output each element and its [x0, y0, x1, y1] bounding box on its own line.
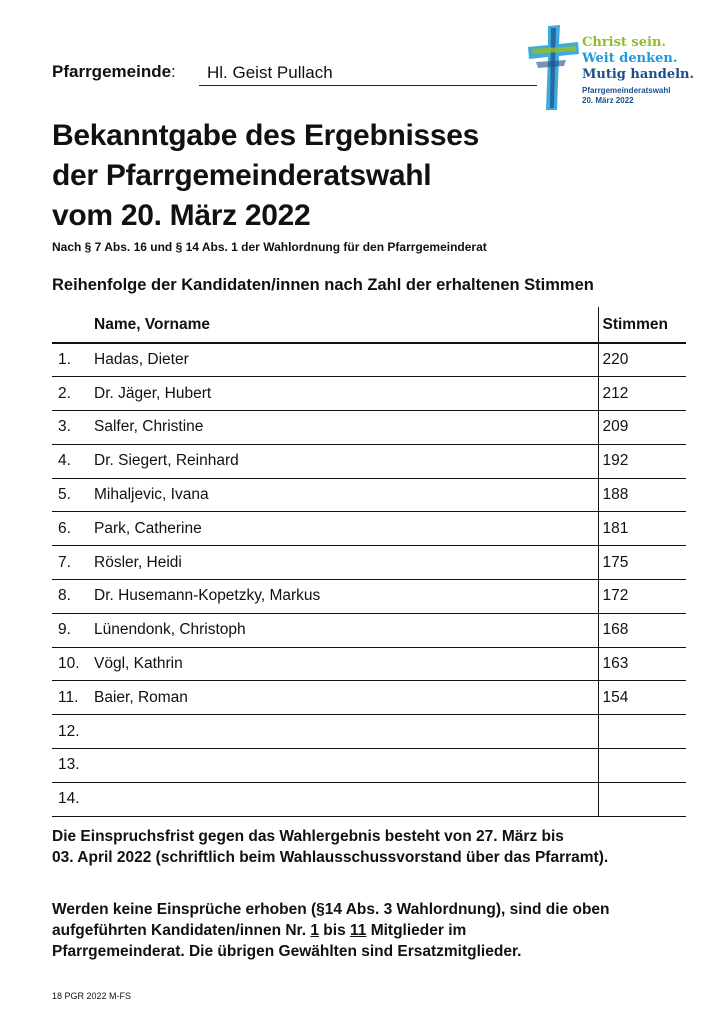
vote-count: 220 — [598, 343, 686, 377]
membership-notice: Werden keine Einsprüche erhoben (§14 Abs. 3 Wahlordnung), sind die oben aufgeführten Kandidaten/innen Nr. 1 bis 11 Mitglieder im Pfarrgemeinderat. Die übrigen Gewählten sind Ersatzmitglieder. — [52, 901, 610, 960]
parish-label: Pfarrgemeinde: — [52, 62, 176, 81]
legal-note: Nach § 7 Abs. 16 und § 14 Abs. 1 der Wahlordnung für den Pfarrgemeinderat — [52, 240, 487, 254]
logo-slogan: Christ sein. Weit denken. Mutig handeln. — [582, 35, 695, 82]
table-row — [52, 512, 686, 546]
vote-count: 154 — [598, 681, 686, 715]
vote-count: 181 — [598, 512, 686, 546]
election-logo — [526, 22, 696, 114]
footer-code: 18 PGR 2022 M-FS — [52, 991, 132, 1001]
row-number: 12. — [52, 715, 94, 749]
parish-value: Hl. Geist Pullach — [199, 60, 537, 86]
vote-count: 212 — [598, 377, 686, 411]
vote-count: 209 — [598, 411, 686, 445]
row-number: 5. — [52, 478, 94, 512]
vote-count — [598, 715, 686, 749]
table-row — [52, 782, 686, 816]
vote-count — [598, 782, 686, 816]
table-row — [52, 715, 686, 749]
row-number: 6. — [52, 512, 94, 546]
vote-count: 172 — [598, 580, 686, 614]
table-row — [52, 478, 686, 512]
candidate-name: Baier, Roman — [94, 681, 598, 715]
row-number: 10. — [52, 647, 94, 681]
candidate-name — [94, 715, 598, 749]
row-number: 9. — [52, 613, 94, 647]
row-number: 13. — [52, 749, 94, 783]
results-table — [52, 307, 686, 817]
candidate-name: Dr. Husemann-Kopetzky, Markus — [94, 580, 598, 614]
vote-count: 192 — [598, 444, 686, 478]
candidate-name — [94, 782, 598, 816]
candidate-name — [94, 749, 598, 783]
page-title: Bekanntgabe des Ergebnisses der Pfarrgemeinderatswahl vom 20. März 2022 — [52, 119, 480, 232]
table-header-row — [52, 307, 686, 343]
vote-count: 175 — [598, 546, 686, 580]
cross-icon — [526, 22, 588, 114]
table-row — [52, 580, 686, 614]
vote-count: 188 — [598, 478, 686, 512]
logo-subtitle: Pfarrgemeinderatswahl 20. März 2022 — [582, 86, 671, 105]
vote-count: 168 — [598, 613, 686, 647]
col-header-votes: Stimmen — [598, 307, 686, 343]
table-row — [52, 546, 686, 580]
candidate-name: Dr. Siegert, Reinhard — [94, 444, 598, 478]
candidate-name: Vögl, Kathrin — [94, 647, 598, 681]
candidate-name: Mihaljevic, Ivana — [94, 478, 598, 512]
table-heading: Reihenfolge der Kandidaten/innen nach Zahl der erhaltenen Stimmen — [52, 276, 594, 294]
row-number: 4. — [52, 444, 94, 478]
objection-notice: Die Einspruchsfrist gegen das Wahlergebnis besteht von 27. März bis 03. April 2022 (schriftlich beim Wahlausschussvorstand über das Pfarramt). — [52, 828, 609, 866]
col-header-name: Name, Vorname — [94, 307, 598, 343]
row-number: 3. — [52, 411, 94, 445]
row-number: 14. — [52, 782, 94, 816]
col-header-number — [52, 307, 94, 343]
table-row — [52, 377, 686, 411]
row-number: 11. — [52, 681, 94, 715]
table-row — [52, 681, 686, 715]
parish-field — [52, 60, 538, 88]
vote-count: 163 — [598, 647, 686, 681]
row-number: 8. — [52, 580, 94, 614]
candidate-name: Lünendonk, Christoph — [94, 613, 598, 647]
member-range-to: 11 — [350, 922, 367, 939]
candidate-name: Dr. Jäger, Hubert — [94, 377, 598, 411]
candidate-name: Park, Catherine — [94, 512, 598, 546]
row-number: 7. — [52, 546, 94, 580]
candidate-name: Hadas, Dieter — [94, 343, 598, 377]
candidate-name: Salfer, Christine — [94, 411, 598, 445]
row-number: 1. — [52, 343, 94, 377]
table-row — [52, 749, 686, 783]
table-row — [52, 411, 686, 445]
table-row — [52, 647, 686, 681]
table-row — [52, 613, 686, 647]
member-range-from: 1 — [310, 922, 319, 939]
table-row — [52, 343, 686, 377]
table-row — [52, 444, 686, 478]
row-number: 2. — [52, 377, 94, 411]
vote-count — [598, 749, 686, 783]
candidate-name: Rösler, Heidi — [94, 546, 598, 580]
